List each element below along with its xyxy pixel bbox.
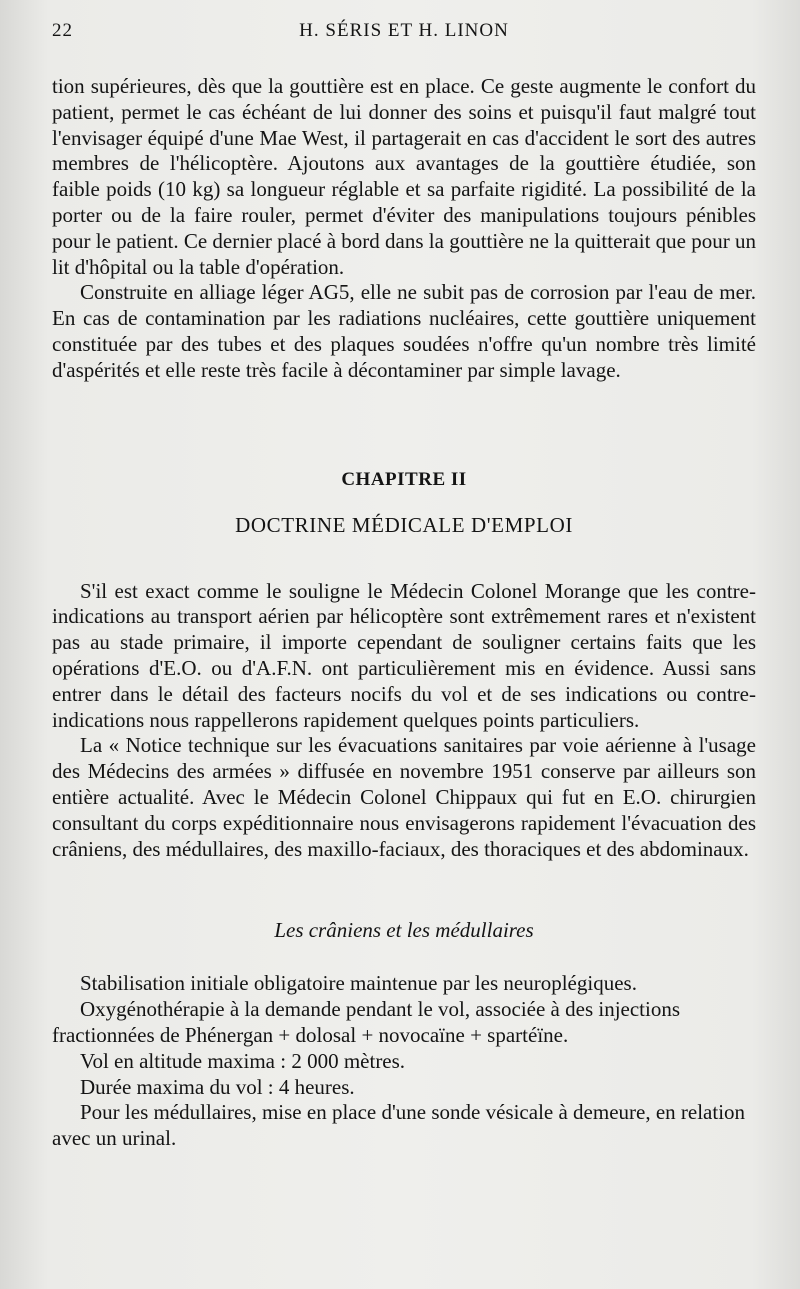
chapter-text	[52, 579, 756, 863]
paragraph: Construite en alliage léger AG5, elle ne subit pas de corrosion par l'eau de mer. En cas de contamination par les radiations nucléaires, cette gouttière uniquement constituée par des tubes et des plaques soudées n'offre qu'un nombre très limité d'aspérités et elle reste très facile à décontaminer par simple lavage.	[52, 280, 756, 382]
chapter-title: DOCTRINE MÉDICALE D'EMPLOI	[235, 512, 573, 537]
section-text	[52, 971, 756, 1152]
intro-text	[52, 74, 756, 384]
paragraph: tion supérieures, dès que la gouttière est en place. Ce geste augmente le confort du patient, permet le cas échéant de lui donner des soins et puisqu'il faut malgré tout l'envisager équipé d'une Mae West, il partagerait en cas d'accident le sort des autres membres de l'hélicoptère. Ajoutons aux avantages de la gouttière étudiée, son faible poids (10 kg) sa longueur réglable et sa parfaite rigidité. La possibilité de la porter ou de la faire rouler, permet d'éviter des manipulations toujours pénibles pour le patient. Ce dernier placé à bord dans la gouttière ne la quitterait que pour un lit d'hôpital ou la table d'opération.	[52, 74, 756, 279]
list-item: Pour les médullaires, mise en place d'une sonde vésicale à demeure, en relation avec un urinal.	[52, 1100, 746, 1151]
list-item: Oxygénothérapie à la demande pendant le vol, associée à des injections fractionnées de Phénergan + dolosal + novocaïne + spartéïne.	[52, 997, 681, 1047]
running-head	[52, 16, 756, 46]
list-item: Stabilisation initiale obligatoire maintenue par les neuroplégiques.	[80, 971, 637, 996]
list-item: Durée maxima du vol : 4 heures.	[80, 1074, 355, 1099]
paragraph: La « Notice technique sur les évacuations sanitaires par voie aérienne à l'usage des Médecins des armées » diffusée en novembre 1951 conserve par ailleurs son entière actualité. Avec le Médecin Colonel Chippaux qui fut en E.O. chirurgien consultant du corps expéditionnaire nous envisagerons rapidement l'évacuation des crâniens, des médullaires, des maxillo-faciaux, des thoraciques et des abdominaux.	[52, 733, 756, 861]
list-item: Vol en altitude maxima : 2 000 mètres.	[80, 1048, 406, 1073]
running-title: H. SÉRIS ET H. LINON	[299, 20, 509, 41]
page-number: 22	[52, 20, 73, 41]
section-title: Les crâniens et les médullaires	[274, 918, 534, 943]
paragraph: S'il est exact comme le souligne le Médecin Colonel Morange que les contre-indications au transport aérien par hélicoptère sont extrêmement rares et n'existent pas au stade primaire, il importe cependant de souligner certains faits que les opérations d'E.O. ou d'A.F.N. ont particulièrement mis en évidence. Aussi sans entrer dans le détail des facteurs nocifs du vol et de ses indications ou contre-indications nous rappellerons rapidement quelques points particuliers.	[52, 578, 756, 732]
chapter-label: CHAPITRE II	[341, 468, 467, 490]
